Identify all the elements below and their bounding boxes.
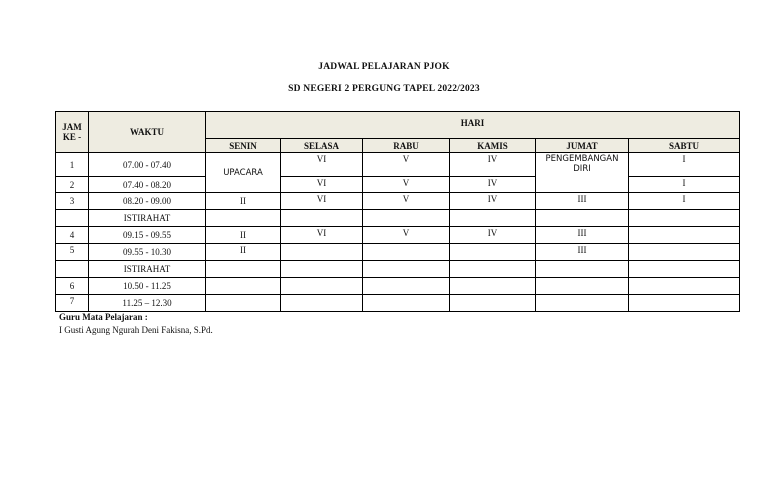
cell-sabtu: I bbox=[629, 153, 740, 177]
cell-kamis bbox=[450, 295, 536, 312]
table-row bbox=[56, 261, 740, 278]
cell-senin: II bbox=[206, 244, 281, 261]
cell-jam: 2 bbox=[56, 177, 89, 193]
document-subtitle: SD NEGERI 2 PERGUNG TAPEL 2022/2023 bbox=[288, 84, 480, 94]
cell-waktu: 10.50 - 11.25 bbox=[89, 278, 206, 295]
cell-kamis: IV bbox=[450, 177, 536, 193]
header-hari: HARI bbox=[206, 112, 740, 139]
cell-senin: II bbox=[206, 227, 281, 244]
cell-selasa bbox=[281, 210, 363, 227]
cell-selasa bbox=[281, 278, 363, 295]
table-row bbox=[56, 227, 740, 244]
table-row bbox=[56, 278, 740, 295]
cell-selasa: VI bbox=[281, 193, 363, 210]
cell-selasa bbox=[281, 244, 363, 261]
cell-jam: 3 bbox=[56, 193, 89, 210]
cell-jam bbox=[56, 261, 89, 278]
teacher-label: Guru Mata Pelajaran : bbox=[59, 312, 148, 322]
header-selasa: SELASA bbox=[281, 139, 363, 153]
cell-rabu: V bbox=[363, 177, 450, 193]
cell-kamis bbox=[450, 261, 536, 278]
cell-sabtu bbox=[629, 210, 740, 227]
cell-jam: 1 bbox=[56, 153, 89, 177]
header-jumat: JUMAT bbox=[536, 139, 629, 153]
table-row bbox=[56, 153, 740, 177]
header-senin: SENIN bbox=[206, 139, 281, 153]
cell-sabtu bbox=[629, 261, 740, 278]
cell-pengembangan-diri: PENGEMBANGAN DIRI bbox=[536, 153, 629, 193]
cell-jumat: III bbox=[536, 193, 629, 210]
schedule-table bbox=[55, 111, 740, 312]
cell-selasa: VI bbox=[281, 227, 363, 244]
cell-senin bbox=[206, 210, 281, 227]
cell-waktu: 08.20 - 09.00 bbox=[89, 193, 206, 210]
cell-jumat bbox=[536, 278, 629, 295]
header-row-top bbox=[56, 112, 740, 139]
cell-jam: 6 bbox=[56, 278, 89, 295]
cell-waktu: 09.55 - 10.30 bbox=[89, 244, 206, 261]
cell-sabtu bbox=[629, 244, 740, 261]
cell-jam bbox=[56, 210, 89, 227]
cell-jumat: III bbox=[536, 227, 629, 244]
cell-jumat: III bbox=[536, 244, 629, 261]
cell-kamis: IV bbox=[450, 227, 536, 244]
cell-selasa: VI bbox=[281, 153, 363, 177]
cell-waktu: ISTIRAHAT bbox=[89, 261, 206, 278]
cell-kamis bbox=[450, 278, 536, 295]
cell-rabu bbox=[363, 295, 450, 312]
cell-senin bbox=[206, 261, 281, 278]
cell-selasa bbox=[281, 295, 363, 312]
teacher-name: I Gusti Agung Ngurah Deni Fakisna, S.Pd. bbox=[59, 325, 213, 335]
cell-waktu: 11.25 – 12.30 bbox=[89, 295, 206, 312]
cell-jumat bbox=[536, 210, 629, 227]
cell-kamis: IV bbox=[450, 153, 536, 177]
cell-rabu bbox=[363, 210, 450, 227]
cell-rabu bbox=[363, 244, 450, 261]
cell-sabtu bbox=[629, 227, 740, 244]
cell-waktu: ISTIRAHAT bbox=[89, 210, 206, 227]
cell-senin: II bbox=[206, 193, 281, 210]
cell-senin bbox=[206, 295, 281, 312]
cell-sabtu: I bbox=[629, 177, 740, 193]
table-row bbox=[56, 210, 740, 227]
cell-jam: 7 bbox=[56, 295, 89, 312]
table-row bbox=[56, 244, 740, 261]
cell-jam: 4 bbox=[56, 227, 89, 244]
cell-selasa: VI bbox=[281, 177, 363, 193]
cell-rabu: V bbox=[363, 193, 450, 210]
cell-waktu: 07.40 - 08.20 bbox=[89, 177, 206, 193]
cell-senin bbox=[206, 278, 281, 295]
header-kamis: KAMIS bbox=[450, 139, 536, 153]
cell-rabu bbox=[363, 261, 450, 278]
document-title: JADWAL PELAJARAN PJOK bbox=[318, 62, 450, 72]
cell-waktu: 07.00 - 07.40 bbox=[89, 153, 206, 177]
cell-sabtu bbox=[629, 295, 740, 312]
cell-selasa bbox=[281, 261, 363, 278]
cell-rabu bbox=[363, 278, 450, 295]
table-row bbox=[56, 295, 740, 312]
cell-jumat bbox=[536, 261, 629, 278]
table-row bbox=[56, 177, 740, 193]
cell-jumat bbox=[536, 295, 629, 312]
header-rabu: RABU bbox=[363, 139, 450, 153]
header-sabtu: SABTU bbox=[629, 139, 740, 153]
cell-sabtu bbox=[629, 278, 740, 295]
cell-upacara: UPACARA bbox=[206, 153, 281, 193]
cell-kamis: IV bbox=[450, 193, 536, 210]
cell-kamis bbox=[450, 210, 536, 227]
cell-kamis bbox=[450, 244, 536, 261]
cell-waktu: 09.15 - 09.55 bbox=[89, 227, 206, 244]
cell-rabu: V bbox=[363, 227, 450, 244]
table-row bbox=[56, 193, 740, 210]
header-waktu: WAKTU bbox=[89, 112, 206, 153]
cell-sabtu: I bbox=[629, 193, 740, 210]
header-jam: JAM KE - bbox=[56, 112, 89, 153]
cell-jam: 5 bbox=[56, 244, 89, 261]
cell-rabu: V bbox=[363, 153, 450, 177]
